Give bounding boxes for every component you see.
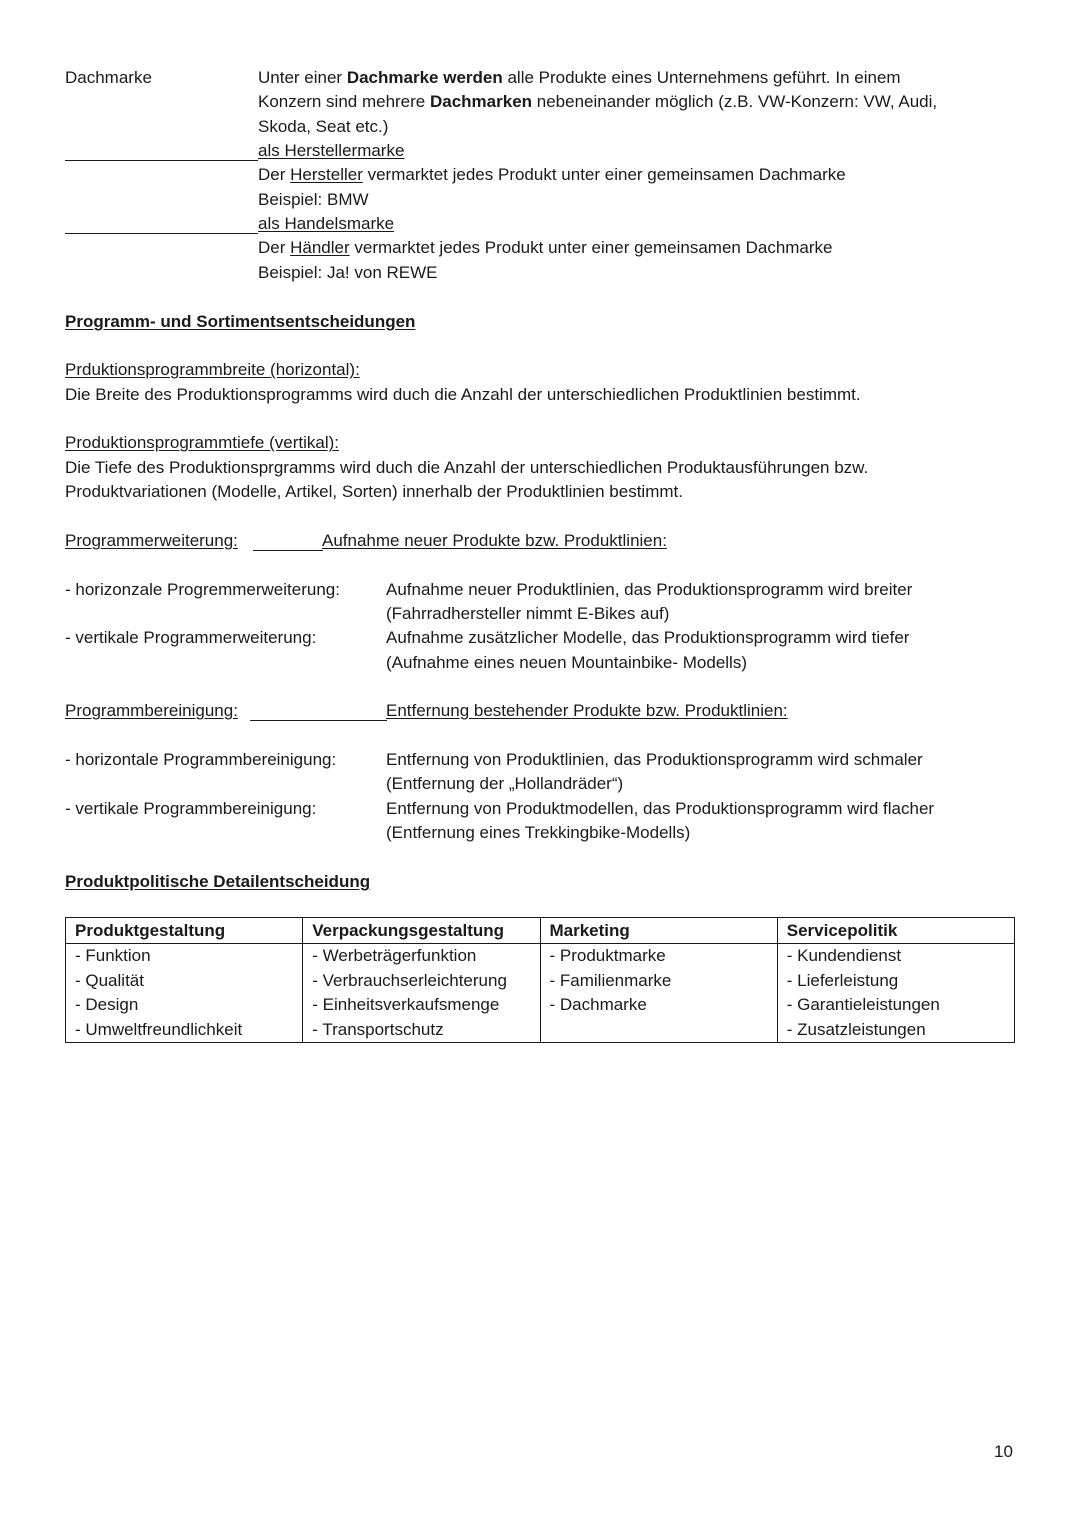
column-header: Servicepolitik: [777, 918, 1014, 944]
text-segment: vermarktet jedes Produkt unter einer gemeinsamen Dachmarke: [349, 238, 833, 257]
bereinigung-horizontal-label: - horizontale Programmbereinigung:: [65, 750, 337, 769]
text-segment: Der: [258, 238, 291, 257]
tiefe-text-line-1: Die Tiefe des Produktionsprgramms wird duch die Anzahl der unterschiedlichen Produktausführungen bzw.: [65, 458, 869, 477]
term-dachmarke: Dachmarke: [65, 68, 152, 87]
table-cell: - Verbrauchserleichterung: [303, 969, 540, 993]
table-row: [66, 944, 1015, 969]
bereinigung-horizontal-text-1: Entfernung von Produktlinien, das Produktionsprogramm wird schmaler: [386, 750, 923, 769]
dachmarke-definition-line-3: Skoda, Seat etc.): [258, 117, 389, 136]
column-header: Produktgestaltung: [66, 918, 303, 944]
section-heading-detail: Produktpolitische Detailentscheidung: [65, 872, 371, 891]
column-header: Marketing: [540, 918, 777, 944]
bereinigung-horizontal-text-2: (Entfernung der „Hollandräder“): [386, 774, 624, 793]
table-cell: - Zusatzleistungen: [777, 1018, 1014, 1043]
table-cell: [540, 1018, 777, 1043]
underlined-text: Händler: [290, 238, 350, 257]
erweiterung-definition: Aufnahme neuer Produkte bzw. Produktlinien:: [322, 531, 667, 550]
handelsmarke-text: [258, 236, 833, 260]
bereinigung-vertikal-text-2: (Entfernung eines Trekkingbike-Modells): [386, 823, 691, 842]
erweiterung-vertikal-text-2: (Aufnahme eines neuen Mountainbike- Modells): [386, 653, 747, 672]
herstellermarke-text: [258, 163, 846, 187]
erweiterung-label: Programmerweiterung:: [65, 531, 238, 550]
handelsmarke-example: Beispiel: Ja! von REWE: [258, 263, 438, 282]
table-cell: - Garantieleistungen: [777, 993, 1014, 1017]
table-cell: - Produktmarke: [540, 944, 777, 969]
herstellermarke-example: Beispiel: BMW: [258, 190, 369, 209]
table-cell: - Design: [66, 993, 303, 1017]
divider-line: [65, 160, 258, 161]
underline-gap: [250, 720, 387, 721]
erweiterung-horizontal-label: - horizonzale Progremmerweiterung:: [65, 580, 340, 599]
bereinigung-vertikal-label: - vertikale Programmbereinigung:: [65, 799, 317, 818]
dachmarke-definition-line-1: [258, 66, 901, 90]
table-row: [66, 969, 1015, 993]
table-row: [66, 993, 1015, 1017]
section-heading-programm: Programm- und Sortimentsentscheidungen: [65, 312, 416, 331]
erweiterung-vertikal-text-1: Aufnahme zusätzlicher Modelle, das Produktionsprogramm wird tiefer: [386, 628, 910, 647]
table-cell: - Familienmarke: [540, 969, 777, 993]
column-header: Verpackungsgestaltung: [303, 918, 540, 944]
erweiterung-horizontal-text-1: Aufnahme neuer Produktlinien, das Produktionsprogramm wird breiter: [386, 580, 913, 599]
breite-heading: Prduktionsprogrammbreite (horizontal):: [65, 360, 360, 379]
table-header-row: [66, 918, 1015, 944]
table-cell: - Funktion: [66, 944, 303, 969]
text-segment: Der: [258, 165, 291, 184]
table-row: [66, 1018, 1015, 1043]
bereinigung-label: Programmbereinigung:: [65, 701, 238, 720]
text-segment: nebeneinander möglich (z.B. VW-Konzern: VW, Audi,: [532, 92, 938, 111]
divider-line: [65, 233, 258, 234]
herstellermarke-heading: als Herstellermarke: [258, 141, 405, 160]
text-segment: Unter einer: [258, 68, 347, 87]
table-cell: - Einheitsverkaufsmenge: [303, 993, 540, 1017]
detail-table: [65, 917, 1015, 1043]
table-cell: - Kundendienst: [777, 944, 1014, 969]
underline-gap: [253, 550, 323, 551]
erweiterung-vertikal-label: - vertikale Programmerweiterung:: [65, 628, 317, 647]
table-cell: - Qualität: [66, 969, 303, 993]
erweiterung-horizontal-text-2: (Fahrradhersteller nimmt E-Bikes auf): [386, 604, 670, 623]
table-cell: - Lieferleistung: [777, 969, 1014, 993]
handelsmarke-heading: als Handelsmarke: [258, 214, 395, 233]
table-cell: - Umweltfreundlichkeit: [66, 1018, 303, 1043]
tiefe-text-line-2: Produktvariationen (Modelle, Artikel, Sorten) innerhalb der Produktlinien bestimmt.: [65, 482, 683, 501]
bold-text: Dachmarke werden: [346, 68, 503, 87]
dachmarke-definition-line-2: [258, 90, 937, 114]
breite-text: Die Breite des Produktionsprogramms wird duch die Anzahl der unterschiedlichen Produktlinien bestimmt.: [65, 385, 861, 404]
text-segment: Konzern sind mehrere: [258, 92, 430, 111]
bereinigung-vertikal-text-1: Entfernung von Produktmodellen, das Produktionsprogramm wird flacher: [386, 799, 935, 818]
bereinigung-definition: Entfernung bestehender Produkte bzw. Produktlinien:: [386, 701, 788, 720]
bold-text: Dachmarken: [429, 92, 533, 111]
underlined-text: Hersteller: [290, 165, 363, 184]
page-number: 10: [994, 1442, 1013, 1461]
tiefe-heading: Produktionsprogrammtiefe (vertikal):: [65, 433, 339, 452]
table-cell: - Dachmarke: [540, 993, 777, 1017]
text-segment: vermarktet jedes Produkt unter einer gemeinsamen Dachmarke: [362, 165, 846, 184]
text-segment: alle Produkte eines Unternehmens geführt. In einem: [502, 68, 901, 87]
table-cell: - Transportschutz: [303, 1018, 540, 1043]
table-cell: - Werbeträgerfunktion: [303, 944, 540, 969]
